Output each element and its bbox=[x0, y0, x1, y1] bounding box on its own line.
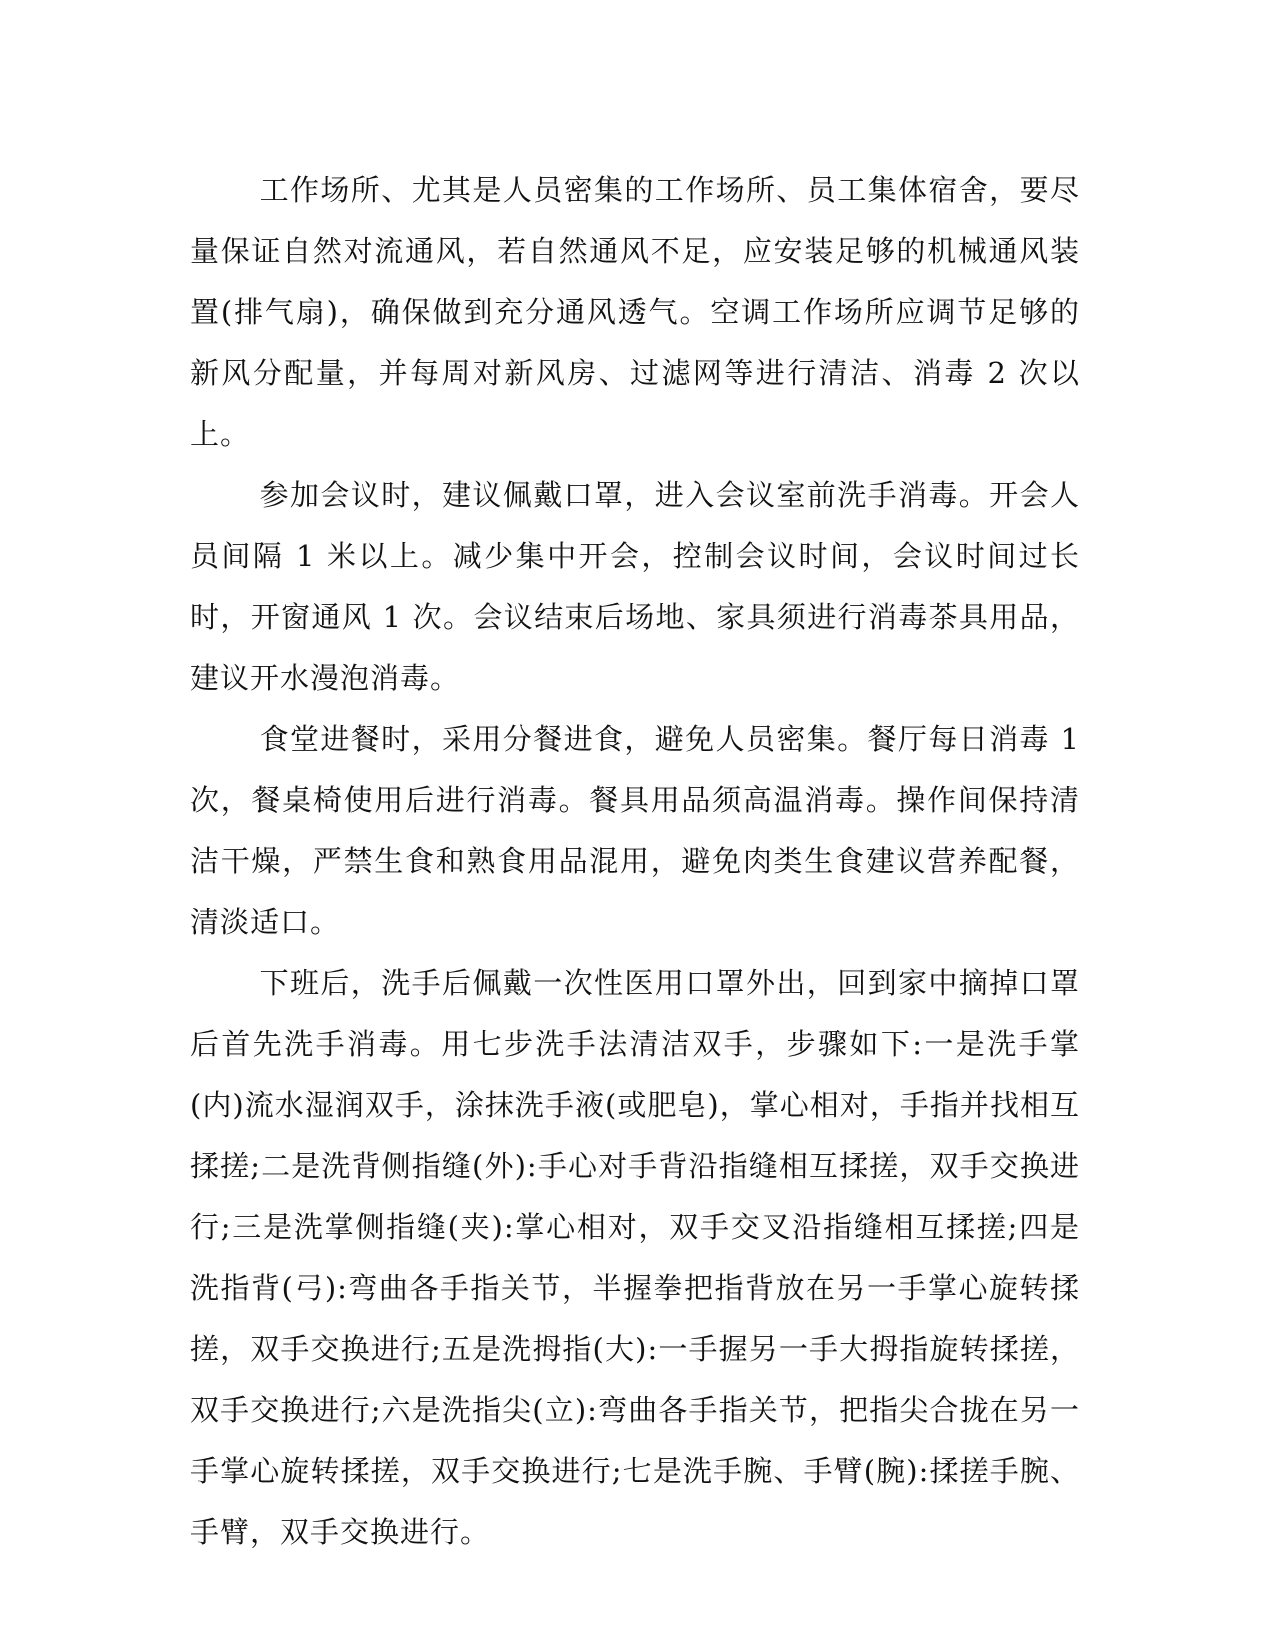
paragraph-meeting-guidance: 参加会议时，建议佩戴口罩，进入会议室前洗手消毒。开会人员间隔 1 米以上。减少集中开会，控制会议时间，会议时间过长时，开窗通风 1 次。会议结束后场地、家具须进行消毒茶具用品，建议开水漫泡消毒。 bbox=[190, 478, 1080, 695]
document-body bbox=[190, 160, 1080, 1563]
paragraph-workplace-ventilation: 工作场所、尤其是人员密集的工作场所、员工集体宿舍，要尽量保证自然对流通风，若自然通风不足，应安装足够的机械通风装置(排气扇)，确保做到充分通风透气。空调工作场所应调节足够的新风分配量，并每周对新风房、过滤网等进行清洁、消毒 2 次以上。 bbox=[190, 173, 1080, 451]
paragraph-canteen-guidance: 食堂进餐时，采用分餐进食，避免人员密集。餐厅每日消毒 1 次，餐桌椅使用后进行消毒。餐具用品须高温消毒。操作间保持清洁干燥，严禁生食和熟食用品混用，避免肉类生食建议营养配餐，清淡适口。 bbox=[190, 722, 1080, 939]
paragraph-after-work-handwashing: 下班后，洗手后佩戴一次性医用口罩外出，回到家中摘掉口罩后首先洗手消毒。用七步洗手法清洁双手，步骤如下:一是洗手掌(内)流水湿润双手，涂抹洗手液(或肥皂)，掌心相对，手指并找相互揉搓;二是洗背侧指缝(外):手心对手背沿指缝相互揉搓，双手交换进行;三是洗掌侧指缝(夹):掌心相对，双手交叉沿指缝相互揉搓;四是洗指背(弓):弯曲各手指关节，半握拳把指背放在另一手掌心旋转揉搓，双手交换进行;五是洗拇指(大):一手握另一手大拇指旋转揉搓，双手交换进行;六是洗指尖(立):弯曲各手指关节，把指尖合拢在另一手掌心旋转揉搓，双手交换进行;七是洗手腕、手臂(腕):揉搓手腕、手臂，双手交换进行。 bbox=[190, 966, 1080, 1549]
